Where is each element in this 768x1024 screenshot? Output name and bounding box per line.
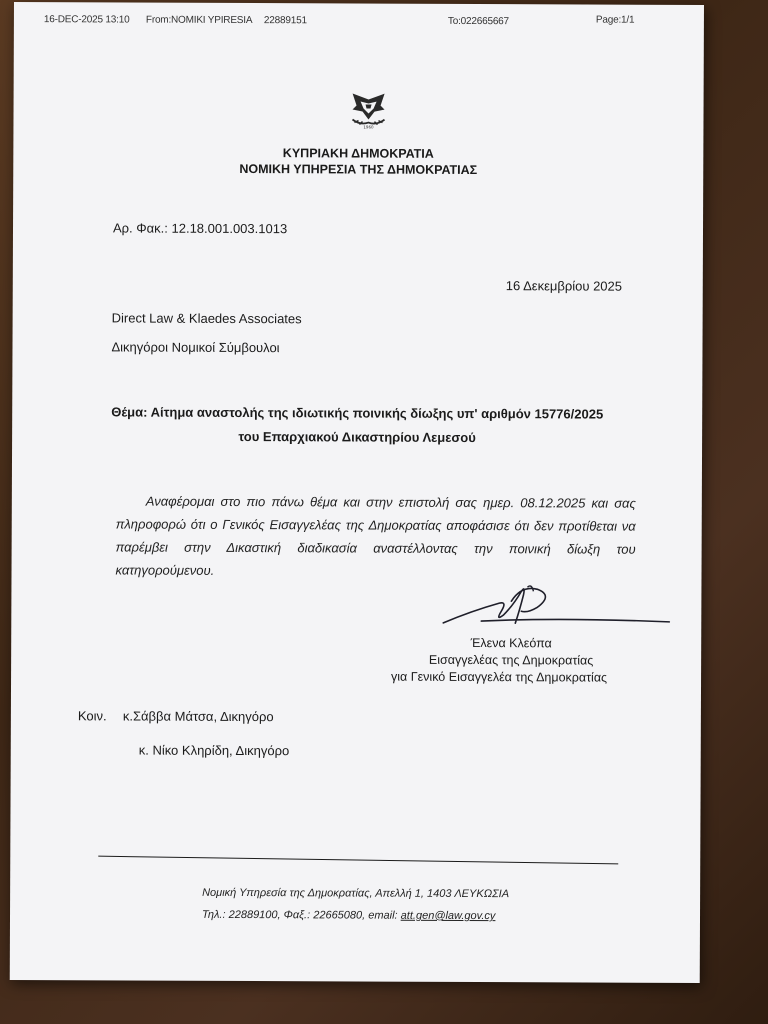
cc-recipient-2: κ. Νίκο Κληρίδη, Δικηγόρο (138, 742, 290, 759)
svg-text:1960: 1960 (363, 124, 374, 130)
fax-from-number: 22889151 (263, 15, 307, 27)
subject-line-2: του Επαρχιακού Δικαστηρίου Λεμεσού (238, 428, 476, 446)
coat-of-arms-icon (346, 89, 390, 129)
letterhead-country: ΚΥΠΡΙΑΚΗ ΔΗΜΟΚΡΑΤΙΑ (282, 146, 434, 161)
recipient-name: Direct Law & Klaedes Associates (111, 310, 302, 327)
signer-on-behalf: για Γενικό Εισαγγελέα της Δημοκρατίας (390, 669, 608, 685)
fax-datetime: 16-DEC-2025 13:10 (43, 14, 130, 26)
cc-recipient-1: κ.Σάββα Μάτσα, Δικηγόρο (122, 708, 274, 725)
footer-divider (98, 856, 618, 865)
footer-phone-fax: Τηλ.: 22889100, Φαξ.: 22665080, email: (201, 908, 398, 922)
file-reference: Αρ. Φακ.: 12.18.001.003.1013 (112, 220, 288, 237)
cc-label: Κοιν. (77, 708, 107, 724)
letter-date: 16 Δεκεμβρίου 2025 (505, 278, 623, 294)
letter-body: Αναφέρομαι στο πιο πάνω θέμα και στην επιστολή σας ημερ. 08.12.2025 και σας πληροφορώ ότι ο Γενικός Εισαγγελέας της Δημοκρατίας αποφάσισε ότι δεν προτίθεται να παρέμβει στην Δικαστική διαδικασία αναστέλλοντας την ποινική δίωξη του κατηγορούμενου. (115, 493, 636, 578)
letter-page (10, 2, 704, 983)
footer-contact (202, 909, 495, 922)
fax-to: To:022665667 (447, 15, 509, 28)
footer-address: Νομική Υπηρεσία της Δημοκρατίας, Απελλή 1, 1403 ΛΕΥΚΩΣΙΑ (202, 886, 510, 901)
fax-page: Page:1/1 (595, 14, 635, 26)
subject-line-1: Θέμα: Αίτημα αναστολής της ιδιωτικής ποινικής δίωξης υπ' αριθμόν 15776/2025 (111, 404, 604, 422)
handwritten-signature (441, 581, 671, 632)
letterhead-department: ΝΟΜΙΚΗ ΥΠΗΡΕΣΙΑ ΤΗΣ ΔΗΜΟΚΡΑΤΙΑΣ (239, 161, 478, 178)
recipient-role: Δικηγόροι Νομικοί Σύμβουλοι (111, 339, 280, 356)
signer-title: Εισαγγελέας της Δημοκρατίας (428, 652, 594, 668)
fax-from: From:NOMIKI YPIRESIA (145, 14, 253, 27)
signer-name: Έλενα Κλεόπα (470, 635, 552, 651)
footer-email-link[interactable]: att.gen@law.gov.cy (400, 909, 496, 923)
